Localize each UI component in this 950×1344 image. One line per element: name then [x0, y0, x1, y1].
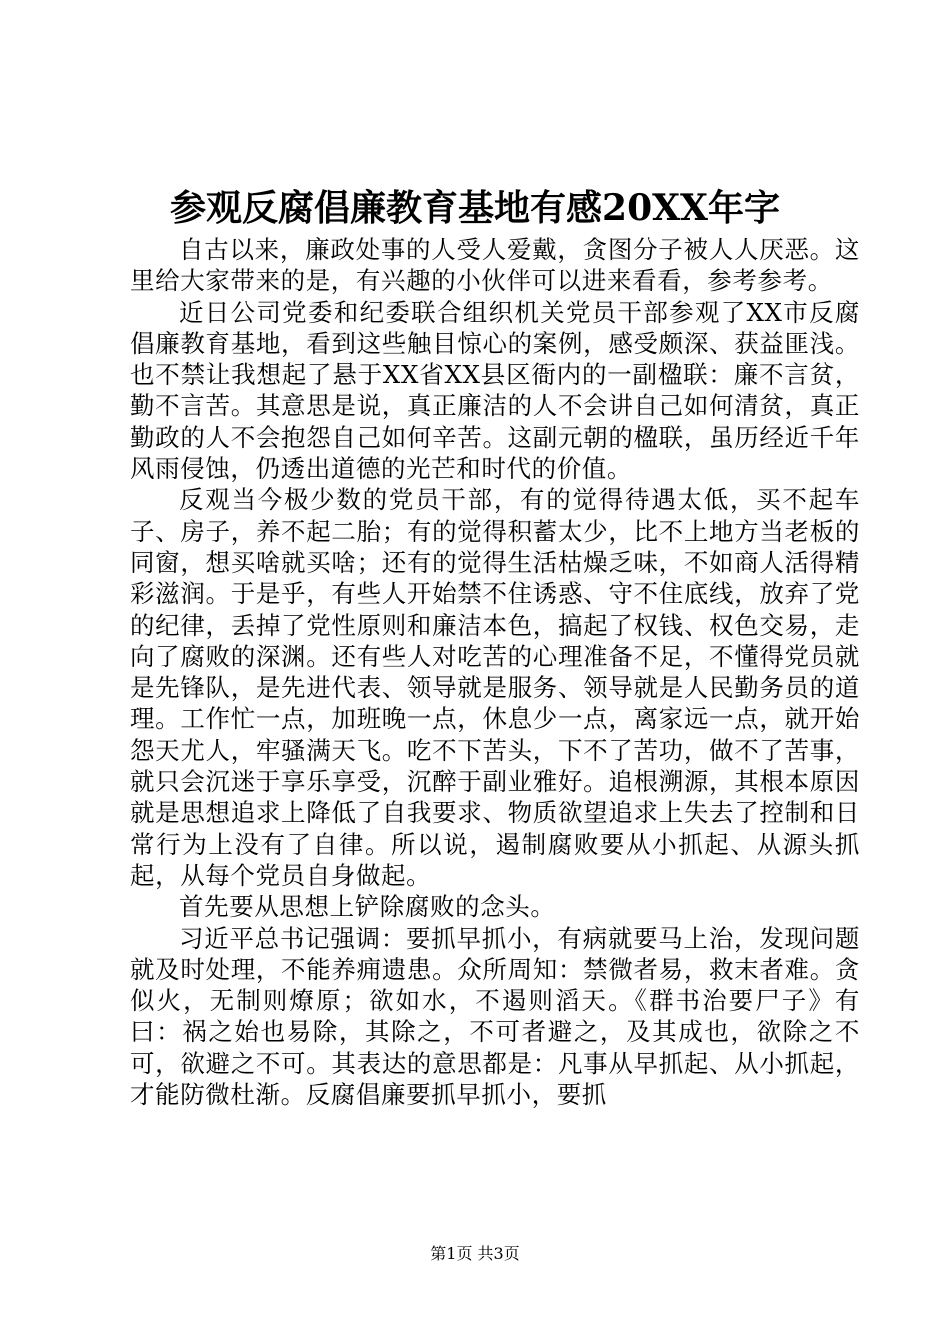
paragraph-visit: 近日公司党委和纪委联合组织机关党员干部参观了XX市反腐倡廉教育基地，看到这些触目惊心的案例，感受颇深、获益匪浅。也不禁让我想起了悬于XX省XX县区衙内的一副楹联：廉不言贫，勤不言苦。其意思是说，真正廉洁的人不会讲自己如何清贫，真正勤政的人不会抱怨自己如何辛苦。这副元朝的楹联，虽历经近千年风雨侵蚀，仍透出道德的光芒和时代的价值。	[130, 297, 860, 484]
paragraph-reflection: 反观当今极少数的党员干部，有的觉得待遇太低，买不起车子、房子，养不起二胎；有的觉得积蓄太少，比不上地方当老板的同窗，想买啥就买啥；还有的觉得生活枯燥乏味，不如商人活得精彩滋润。于是乎，有些人开始禁不住诱惑、守不住底线，放弃了党的纪律，丢掉了党性原则和廉洁本色，搞起了权钱、权色交易，走向了腐败的深渊。还有些人对吃苦的心理准备不足，不懂得党员就是先锋队，是先进代表、领导就是服务、领导就是人民勤务员的道理。工作忙一点，加班晚一点，休息少一点，离家远一点，就开始怨天尤人，牢骚满天飞。吃不下苦头，下不了苦功，做不了苦事，就只会沉迷于享乐享受，沉醉于副业雅好。追根溯源，其根本原因就是思想追求上降低了自我要求、物质欲望追求上失去了控制和日常行为上没有了自律。所以说，遏制腐败要从小抓起、从源头抓起，从每个党员自身做起。	[130, 485, 860, 890]
paragraph-intro: 自古以来，廉政处事的人受人爱戴，贪图分子被人人厌恶。这里给大家带来的是，有兴趣的小伙伴可以进来看看，参考参考。	[130, 235, 860, 296]
paragraph-first-point: 首先要从思想上铲除腐败的念头。	[179, 892, 556, 922]
page-indicator: 第1页 共3页	[430, 1244, 520, 1263]
document-body	[130, 234, 860, 1110]
paragraph-quote: 习近平总书记强调：要抓早抓小，有病就要马上治，发现问题就及时处理，不能养痈遗患。众所周知：禁微者易，救末者难。贪似火，无制则燎原；欲如水，不遏则滔天。《群书治要尸子》有曰：祸之始也易除，其除之，不可者避之，及其成也，欲除之不可，欲避之不可。其表达的意思都是：凡事从早抓起、从小抓起，才能防微杜渐。反腐倡廉要抓早抓小，要抓	[130, 923, 860, 1110]
document-title: 参观反腐倡廉教育基地有感20XX年字	[170, 187, 780, 229]
